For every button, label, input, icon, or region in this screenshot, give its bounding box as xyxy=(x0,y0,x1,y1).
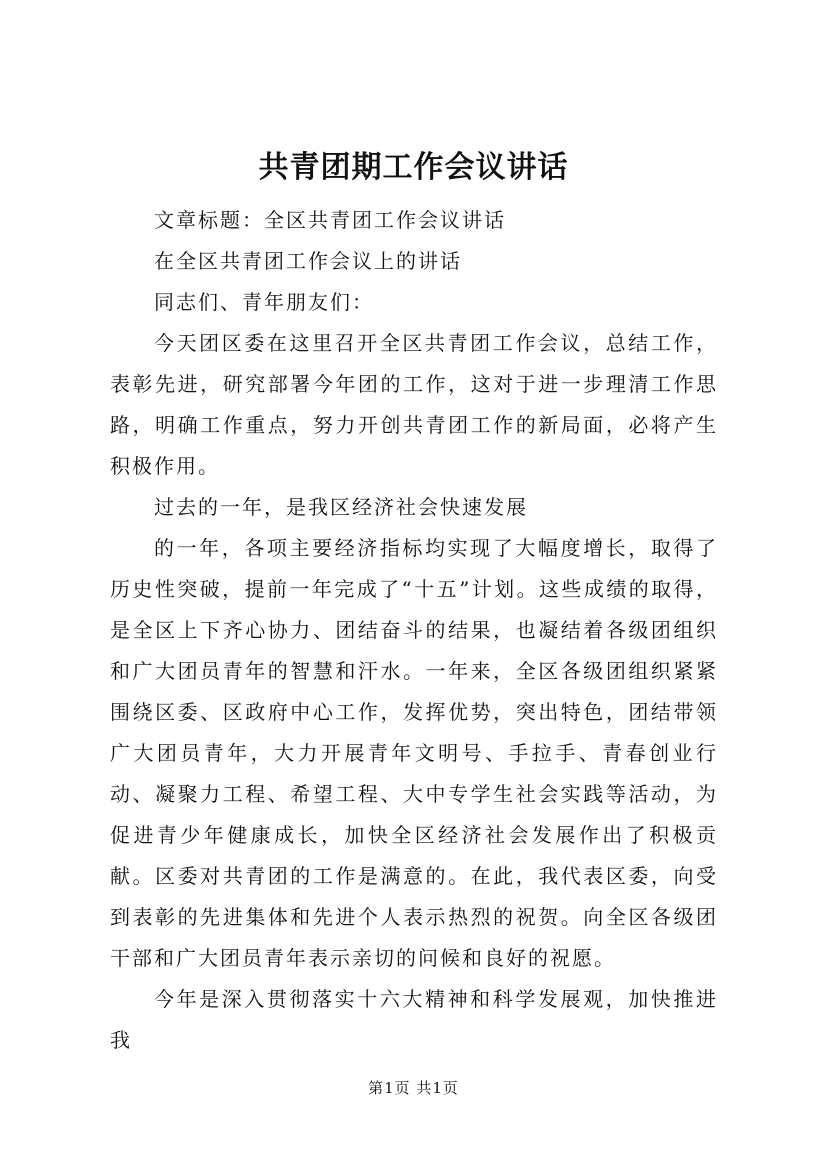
paragraph-opening: 今天团区委在这里召开全区共青团工作会议，总结工作，表彰先进，研究部署今年团的工作，这对于进一步理清工作思路，明确工作重点，努力开创共青团工作的新局面，必将产生积极作用。 xyxy=(110,331,718,478)
page-footer: 第1页 共1页 xyxy=(368,1079,459,1097)
speech-heading-line: 在全区共青团工作会议上的讲话 xyxy=(154,249,462,273)
document-title: 共青团期工作会议讲话 xyxy=(258,150,569,185)
article-title-line: 文章标题：全区共青团工作会议讲话 xyxy=(154,208,506,232)
paragraph-past-year: 过去的一年，是我区经济社会快速发展 xyxy=(154,495,528,519)
paragraph-this-year: 今年是深入贯彻落实十六大精神和科学发展观，加快推进我 xyxy=(110,987,718,1052)
salutation: 同志们、青年朋友们： xyxy=(154,290,374,314)
paragraph-achievements: 的一年，各项主要经济指标均实现了大幅度增长，取得了历史性突破，提前一年完成了“十五”计划。这些成绩的取得，是全区上下齐心协力、团结奋斗的结果，也凝结着各级团组织和广大团员青年的智慧和汗水。一年来，全区各级团组织紧紧围绕区委、区政府中心工作，发挥优势，突出特色，团结带领广大团员青年，大力开展青年文明号、手拉手、青春创业行动、凝聚力工程、希望工程、大中专学生社会实践等活动，为促进青少年健康成长，加快全区经济社会发展作出了积极贡献。区委对共青团的工作是满意的。在此，我代表区委，向受到表彰的先进集体和先进个人表示热烈的祝贺。向全区各级团干部和广大团员青年表示亲切的问候和良好的祝愿。 xyxy=(110,536,718,970)
document-body xyxy=(110,200,718,1061)
